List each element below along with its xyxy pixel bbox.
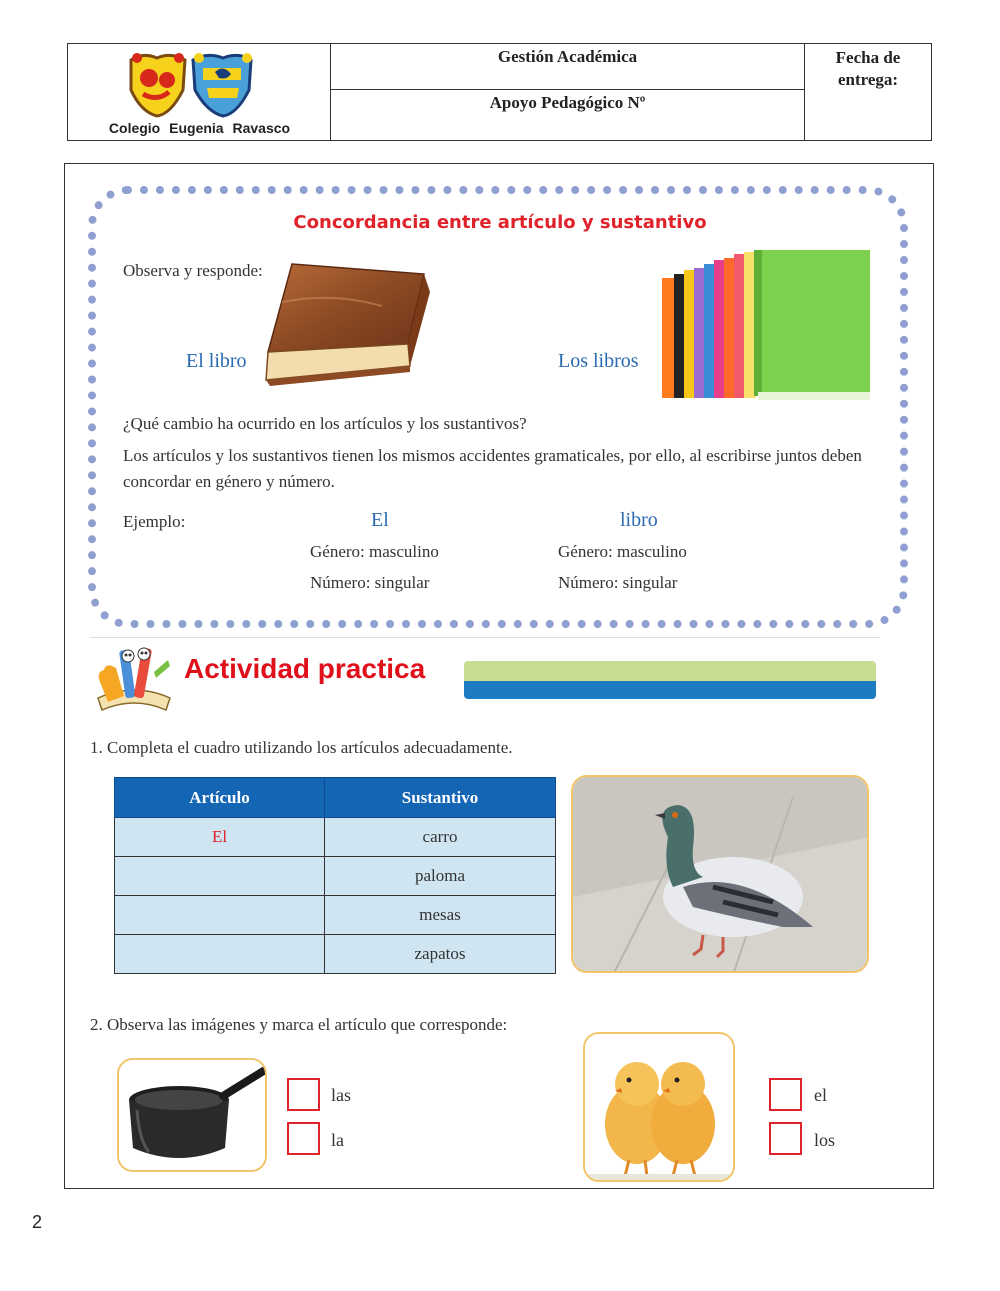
activity-title: Actividad practica bbox=[184, 653, 426, 684]
table-header-noun: Sustantivo bbox=[325, 778, 556, 818]
concept-title: Concordancia entre artículo y sustantivo bbox=[293, 212, 707, 233]
checkbox-la[interactable] bbox=[287, 1122, 320, 1155]
article-cell[interactable] bbox=[115, 896, 325, 935]
document-header bbox=[67, 43, 932, 141]
example-article-gender: Género: masculino bbox=[310, 542, 439, 561]
table-row bbox=[115, 857, 556, 896]
chicks-image bbox=[583, 1032, 735, 1182]
pencils-icon bbox=[94, 642, 174, 714]
title-bar-blue bbox=[464, 681, 876, 699]
title-bar-green bbox=[464, 661, 876, 681]
section-divider bbox=[90, 637, 880, 638]
example-noun-gender: Género: masculino bbox=[558, 542, 687, 561]
school-logo-cell bbox=[68, 44, 331, 140]
school-name: Colegio Eugenia Ravasco bbox=[108, 120, 291, 136]
header-subtitle: Apoyo Pedagógico Nº bbox=[489, 93, 646, 112]
noun-cell: zapatos bbox=[325, 935, 556, 974]
option-label-la: la bbox=[331, 1130, 344, 1150]
pigeon-image bbox=[571, 775, 869, 973]
articles-table bbox=[114, 777, 556, 974]
books-image bbox=[658, 248, 878, 416]
question-text: ¿Qué cambio ha ocurrido en los artículos y los sustantivos? bbox=[123, 414, 527, 433]
table-row bbox=[115, 896, 556, 935]
school-crest-logo bbox=[123, 50, 273, 118]
label-singular: El libro bbox=[186, 350, 247, 372]
option-label-las: las bbox=[331, 1085, 351, 1105]
instruction-text: Observa y responde: bbox=[123, 261, 263, 280]
page-number: 2 bbox=[32, 1212, 43, 1232]
example-article-number: Número: singular bbox=[310, 573, 430, 592]
example-label: Ejemplo: bbox=[123, 512, 186, 531]
example-noun: libro bbox=[620, 509, 658, 531]
example-article: El bbox=[371, 509, 389, 531]
noun-cell: mesas bbox=[325, 896, 556, 935]
option-label-el: el bbox=[814, 1085, 827, 1105]
table-header-article: Artículo bbox=[115, 778, 325, 818]
question-2: 2. Observa las imágenes y marca el artículo que corresponde: bbox=[90, 1015, 508, 1034]
header-middle-cell bbox=[331, 44, 805, 140]
book-image bbox=[262, 262, 434, 388]
question-1: 1. Completa el cuadro utilizando los artículos adecuadamente. bbox=[90, 738, 513, 757]
example-noun-number: Número: singular bbox=[558, 573, 678, 592]
header-title: Gestión Académica bbox=[331, 44, 804, 90]
table-row bbox=[115, 935, 556, 974]
option-label-los: los bbox=[814, 1130, 836, 1150]
article-cell[interactable] bbox=[115, 857, 325, 896]
noun-cell: paloma bbox=[325, 857, 556, 896]
checkbox-los[interactable] bbox=[769, 1122, 802, 1155]
table-row bbox=[115, 818, 556, 857]
pot-image bbox=[117, 1058, 267, 1172]
article-cell[interactable] bbox=[115, 935, 325, 974]
label-plural: Los libros bbox=[558, 350, 639, 372]
noun-cell: carro bbox=[325, 818, 556, 857]
explanation-text: Los artículos y los sustantivos tienen los mismos accidentes gramaticales, por ello, al escribirse juntos deben concordar en género y número. bbox=[123, 446, 862, 491]
checkbox-las[interactable] bbox=[287, 1078, 320, 1111]
due-date-label: Fecha de entrega: bbox=[835, 48, 901, 89]
checkbox-el[interactable] bbox=[769, 1078, 802, 1111]
article-cell[interactable]: El bbox=[115, 818, 325, 857]
